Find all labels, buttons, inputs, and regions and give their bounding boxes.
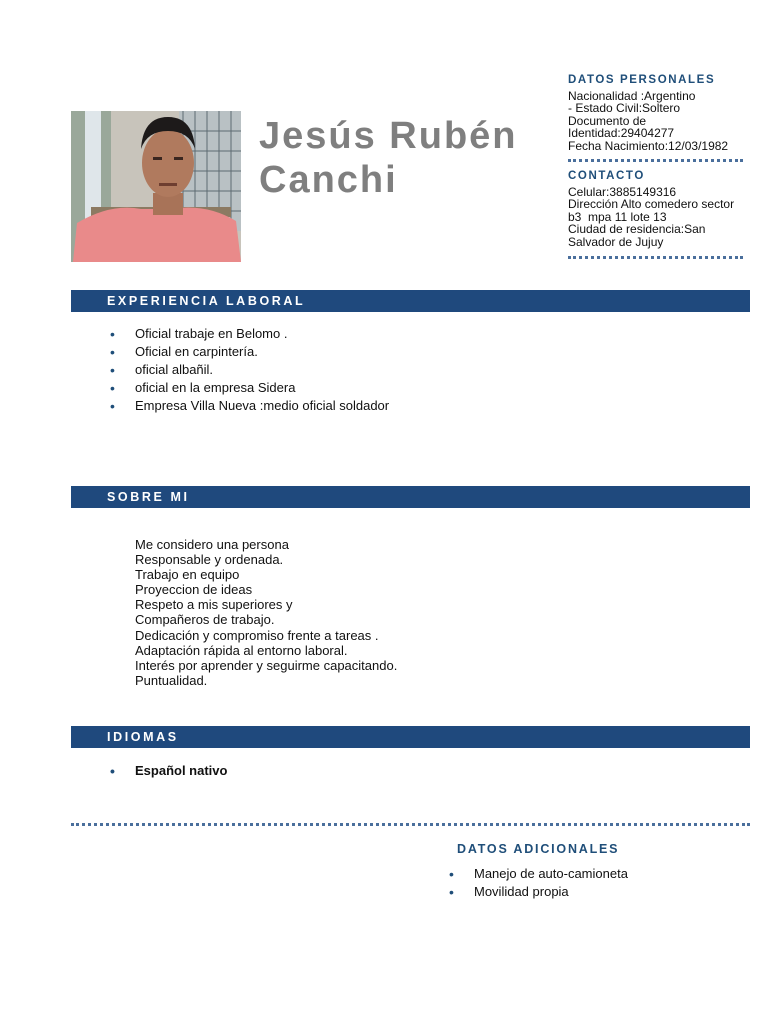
list-item: • Oficial en carpintería.: [110, 343, 389, 361]
profile-photo-image: [71, 111, 241, 262]
experience-header: [71, 290, 750, 312]
languages-title: IDIOMAS: [107, 730, 179, 744]
contact-line: Salvador de Jujuy: [568, 234, 664, 249]
about-line: Me considero una persona: [135, 537, 289, 552]
about-line: Proyeccion de ideas: [135, 582, 253, 598]
languages-header: [71, 726, 750, 748]
about-line: Respeto a mis superiores y: [135, 597, 293, 613]
about-text: [135, 537, 397, 688]
personal-data-line: Identidad:29404277: [568, 126, 675, 141]
personal-data-line: - Estado Civil:Soltero: [568, 101, 681, 116]
profile-photo: [71, 111, 241, 262]
experience-title: EXPERIENCIA LABORAL: [107, 294, 306, 308]
contact-line: Ciudad de residencia:San: [568, 222, 706, 237]
additional-data-title: DATOS ADICIONALES: [457, 842, 620, 856]
list-item: • Empresa Villa Nueva :medio oficial soldador: [110, 397, 389, 415]
about-line: Adaptación rápida al entorno laboral.: [135, 642, 348, 658]
full-name: [259, 114, 559, 202]
list-item: • oficial albañil.: [110, 361, 389, 379]
contact-line: Celular:3885149316: [568, 184, 677, 199]
about-line: Trabajo en equipo: [135, 567, 240, 583]
list-item: • Oficial trabaje en Belomo .: [110, 325, 389, 343]
contact-section: [568, 170, 748, 249]
about-title: SOBRE MI: [107, 490, 190, 504]
personal-data-line: Fecha Nacimiento:12/03/1982: [568, 138, 729, 153]
full-name-line-2: Canchi: [259, 159, 398, 201]
full-name-line-1: Jesús Rubén: [259, 115, 518, 157]
personal-data-line: Documento de: [568, 113, 647, 128]
experience-list: [110, 325, 389, 415]
about-line: Puntualidad.: [135, 672, 208, 688]
contact-title: CONTACTO: [568, 170, 645, 182]
list-item: • Español nativo: [110, 762, 227, 780]
about-line: Interés por aprender y seguirme capacitando.: [135, 657, 398, 673]
about-line: Compañeros de trabajo.: [135, 612, 275, 628]
divider-dotted-wide: [71, 823, 750, 826]
languages-list: [110, 762, 227, 780]
personal-data-line: Nacionalidad :Argentino: [568, 88, 696, 103]
about-line: Dedicación y compromiso frente a tareas .: [135, 627, 379, 643]
list-item: • Movilidad propia: [449, 883, 628, 901]
list-item: • oficial en la empresa Sidera: [110, 379, 389, 397]
contact-line: b3 mpa 11 lote 13: [568, 209, 667, 224]
about-line: Responsable y ordenada.: [135, 552, 284, 568]
additional-data-list: [449, 865, 628, 901]
personal-data-title: DATOS PERSONALES: [568, 74, 716, 86]
divider-dotted: [568, 159, 743, 162]
divider-dotted: [568, 256, 743, 259]
contact-line: Dirección Alto comedero sector: [568, 197, 735, 212]
list-item: • Manejo de auto-camioneta: [449, 865, 628, 883]
personal-data-section: [568, 74, 748, 153]
about-header: [71, 486, 750, 508]
